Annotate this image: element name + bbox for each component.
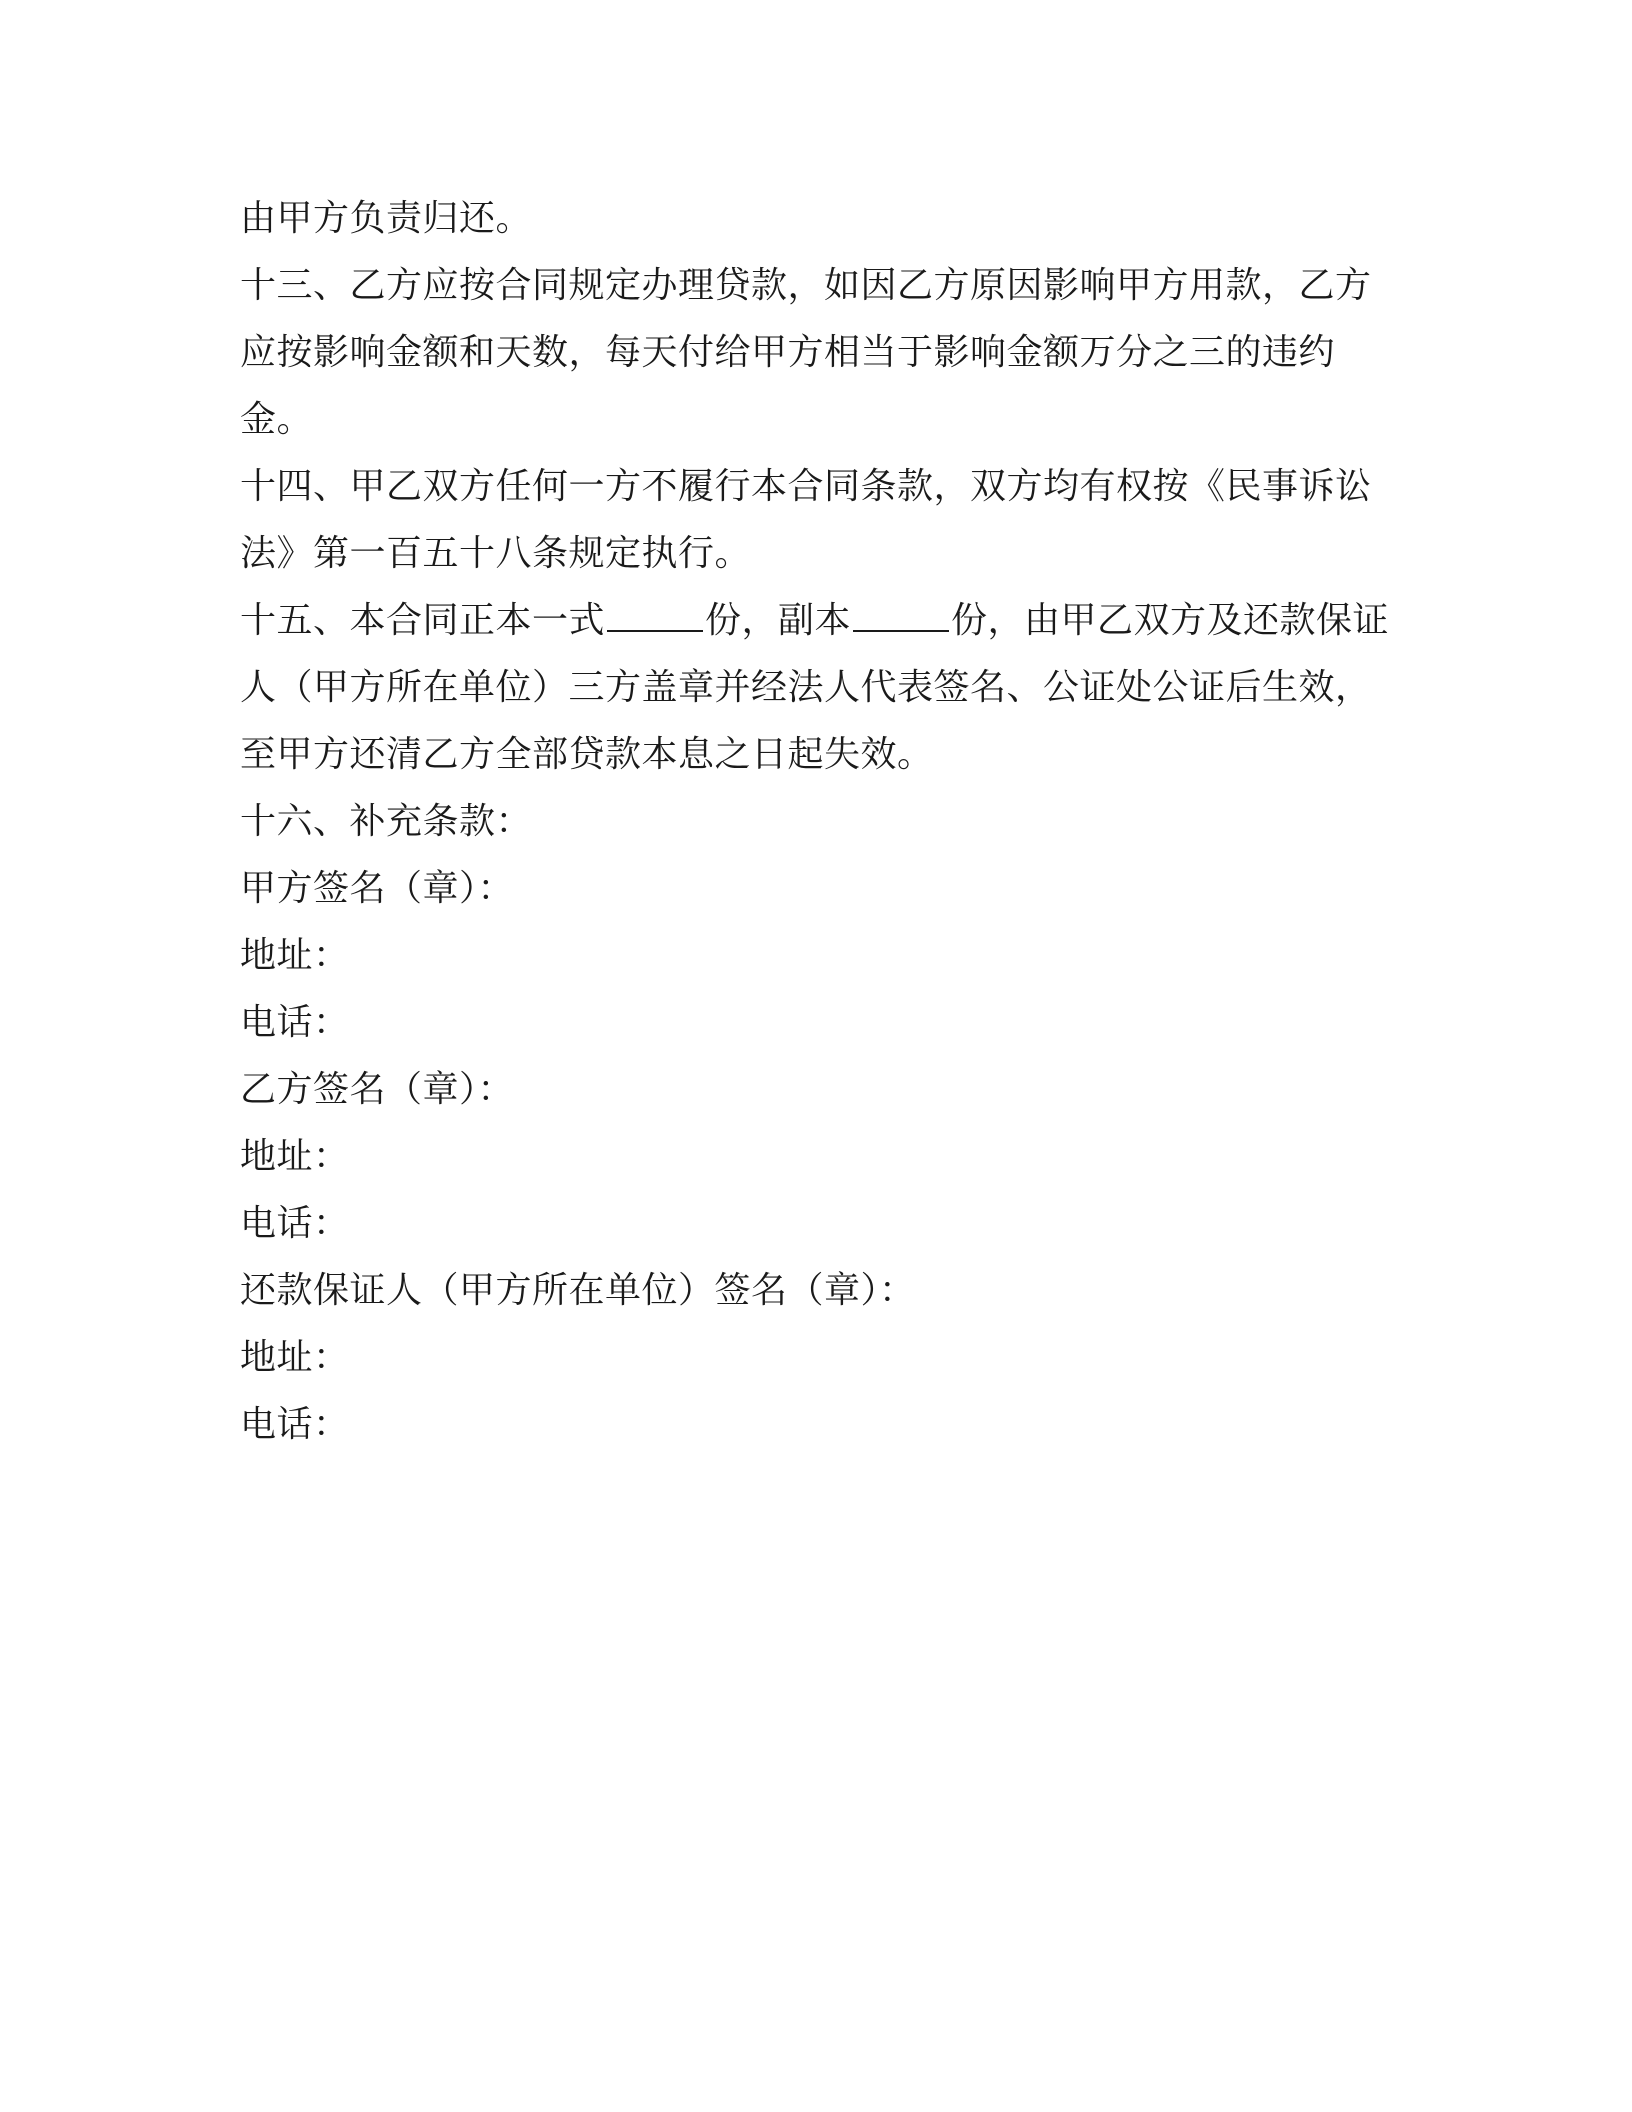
guarantor-address: 地址： <box>240 1337 350 1378</box>
clause-15-line-2: 人（甲方所在单位）三方盖章并经法人代表签名、公证处公证后生效， <box>240 667 1372 708</box>
clause-14-line-2: 法》第一百五十八条规定执行。 <box>240 533 752 574</box>
clause-13-line-3: 金。 <box>240 399 314 440</box>
clause-13-line-1: 十三、乙方应按合同规定办理贷款，如因乙方原因影响甲方用款，乙方 <box>240 265 1372 306</box>
party-a-phone: 电话： <box>240 1002 350 1043</box>
guarantor-phone: 电话： <box>240 1404 350 1445</box>
guarantor-signature: 还款保证人（甲方所在单位）签名（章）： <box>240 1270 916 1311</box>
clause-15-line-1 <box>240 587 1400 654</box>
party-a-signature: 甲方签名（章）： <box>240 868 515 909</box>
clause-14-line-1: 十四、甲乙双方任何一方不履行本合同条款，双方均有权按《民事诉讼 <box>240 466 1372 507</box>
duplicate-copies-blank[interactable] <box>853 590 949 632</box>
clause-12-tail: 由甲方负责归还。 <box>240 198 533 239</box>
clause-15-part-2: 份，副本 <box>705 600 852 641</box>
document-page <box>240 185 1400 1458</box>
original-copies-blank[interactable] <box>607 590 703 632</box>
clause-15-part-1: 十五、本合同正本一式 <box>240 600 606 641</box>
party-b-address: 地址： <box>240 1136 350 1177</box>
party-b-phone: 电话： <box>240 1203 350 1244</box>
clause-15-part-3: 份，由甲乙双方及还款保证 <box>951 600 1390 641</box>
clause-13-line-2: 应按影响金额和天数，每天付给甲方相当于影响金额万分之三的违约 <box>240 332 1336 373</box>
clause-16-label: 十六、补充条款： <box>240 801 533 842</box>
party-a-address: 地址： <box>240 935 350 976</box>
party-b-signature: 乙方签名（章）： <box>240 1069 515 1110</box>
clause-15-line-3: 至甲方还清乙方全部贷款本息之日起失效。 <box>240 734 934 775</box>
